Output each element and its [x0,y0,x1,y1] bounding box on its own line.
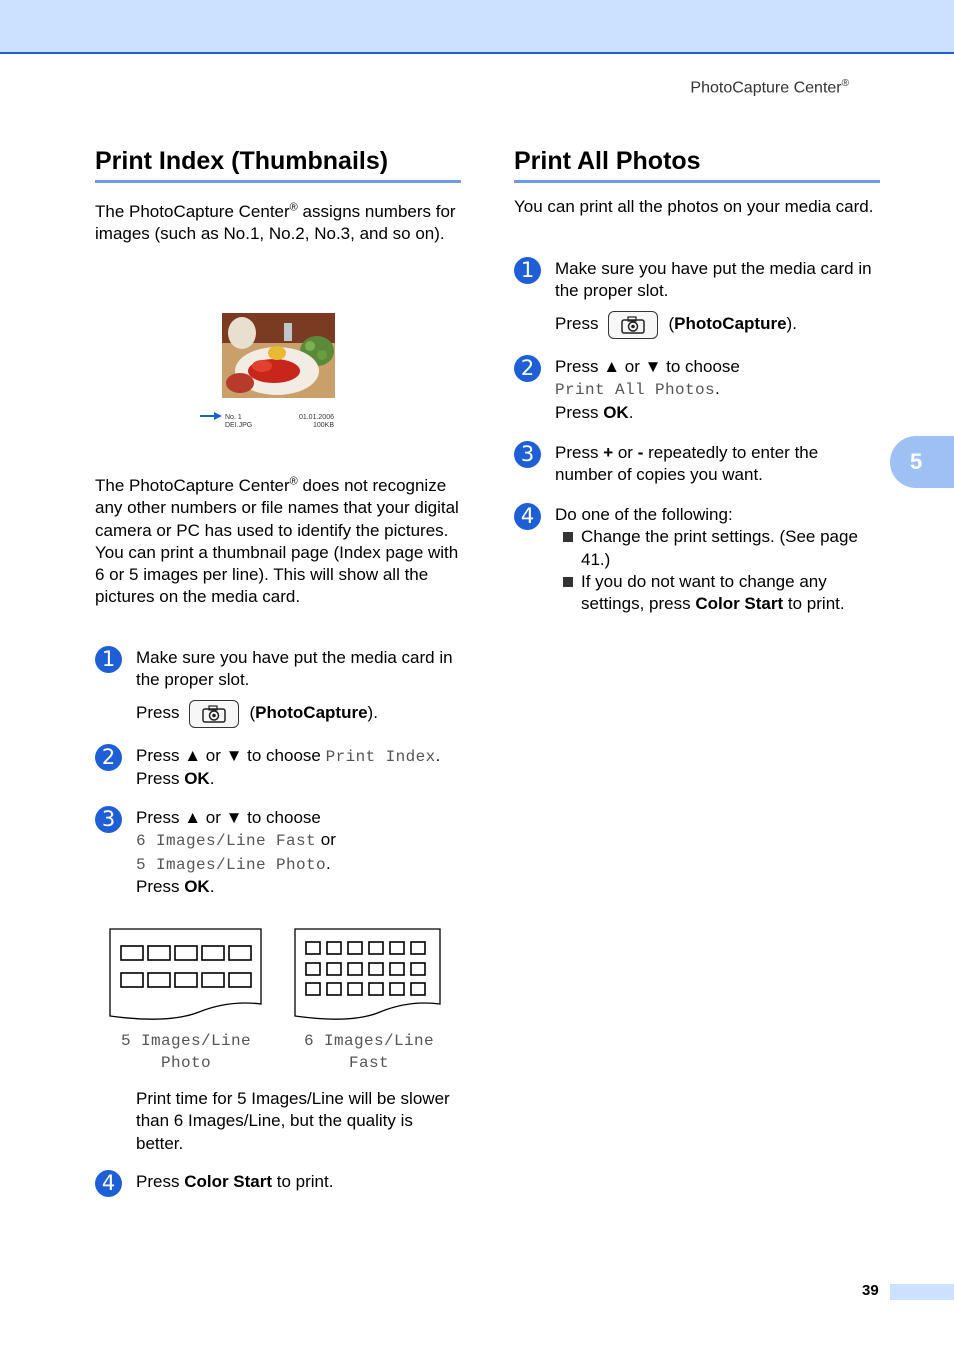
camera-icon [201,704,227,724]
step-badge: 1 [95,646,122,673]
arrow-right-icon [200,411,224,421]
intro-paragraph: The PhotoCapture Center® assigns numbers for images (such as No.1, No.2, No.3, and so on). [95,201,456,244]
six-images-per-line-diagram [294,928,442,1024]
down-arrow-icon: ▼ [225,746,243,765]
footer-band [890,1284,954,1300]
running-header: PhotoCapture Center® [690,78,849,97]
down-arrow-icon: ▼ [644,357,662,376]
thumbnail-photo [222,313,335,398]
heading-rule [514,180,880,183]
up-arrow-icon: ▲ [184,808,202,827]
step-badge: 3 [95,806,122,833]
up-arrow-icon: ▲ [603,357,621,376]
top-header-band [0,0,954,54]
section-heading-print-all: Print All Photos [514,147,701,175]
step-badge: 4 [95,1170,122,1197]
list-item: Change the print settings. (See page 41.) [555,526,875,571]
up-arrow-icon: ▲ [184,746,202,765]
body-paragraph: The PhotoCapture Center® does not recognize any other numbers or file names that your digital camera or PC has used to identify the pictures. You can print a thumbnail page (Index page with 6 or 5 images per line). This will show all the pictures on the media card. [95,475,459,607]
camera-icon [620,315,646,335]
list-item: If you do not want to change any settings, press Color Start to print. [555,571,875,616]
step-badge: 4 [514,503,541,530]
intro-paragraph: You can print all the photos on your media card. [514,197,874,216]
heading-rule [95,180,461,183]
photocapture-key-button[interactable] [608,311,658,339]
print-time-note: Print time for 5 Images/Line will be slower than 6 Images/Line, but the quality is better. [136,1089,450,1153]
down-arrow-icon: ▼ [225,808,243,827]
photo-caption-number: No. 1 DEI.JPG [225,414,253,429]
step-badge: 2 [514,355,541,382]
step-badge: 3 [514,441,541,468]
step-badge: 2 [95,744,122,771]
five-images-label: 5 Images/Line Photo [120,1032,252,1072]
photo-caption-date: 01.01.2006 100KB [298,414,334,429]
five-images-per-line-diagram [109,928,263,1024]
six-images-label: 6 Images/Line Fast [303,1032,435,1072]
options-list [555,526,875,615]
chapter-tab: 5 [890,436,954,488]
photocapture-key-button[interactable] [189,700,239,728]
section-heading-print-index: Print Index (Thumbnails) [95,147,389,175]
step-badge: 1 [514,257,541,284]
page-number: 39 [862,1282,879,1299]
